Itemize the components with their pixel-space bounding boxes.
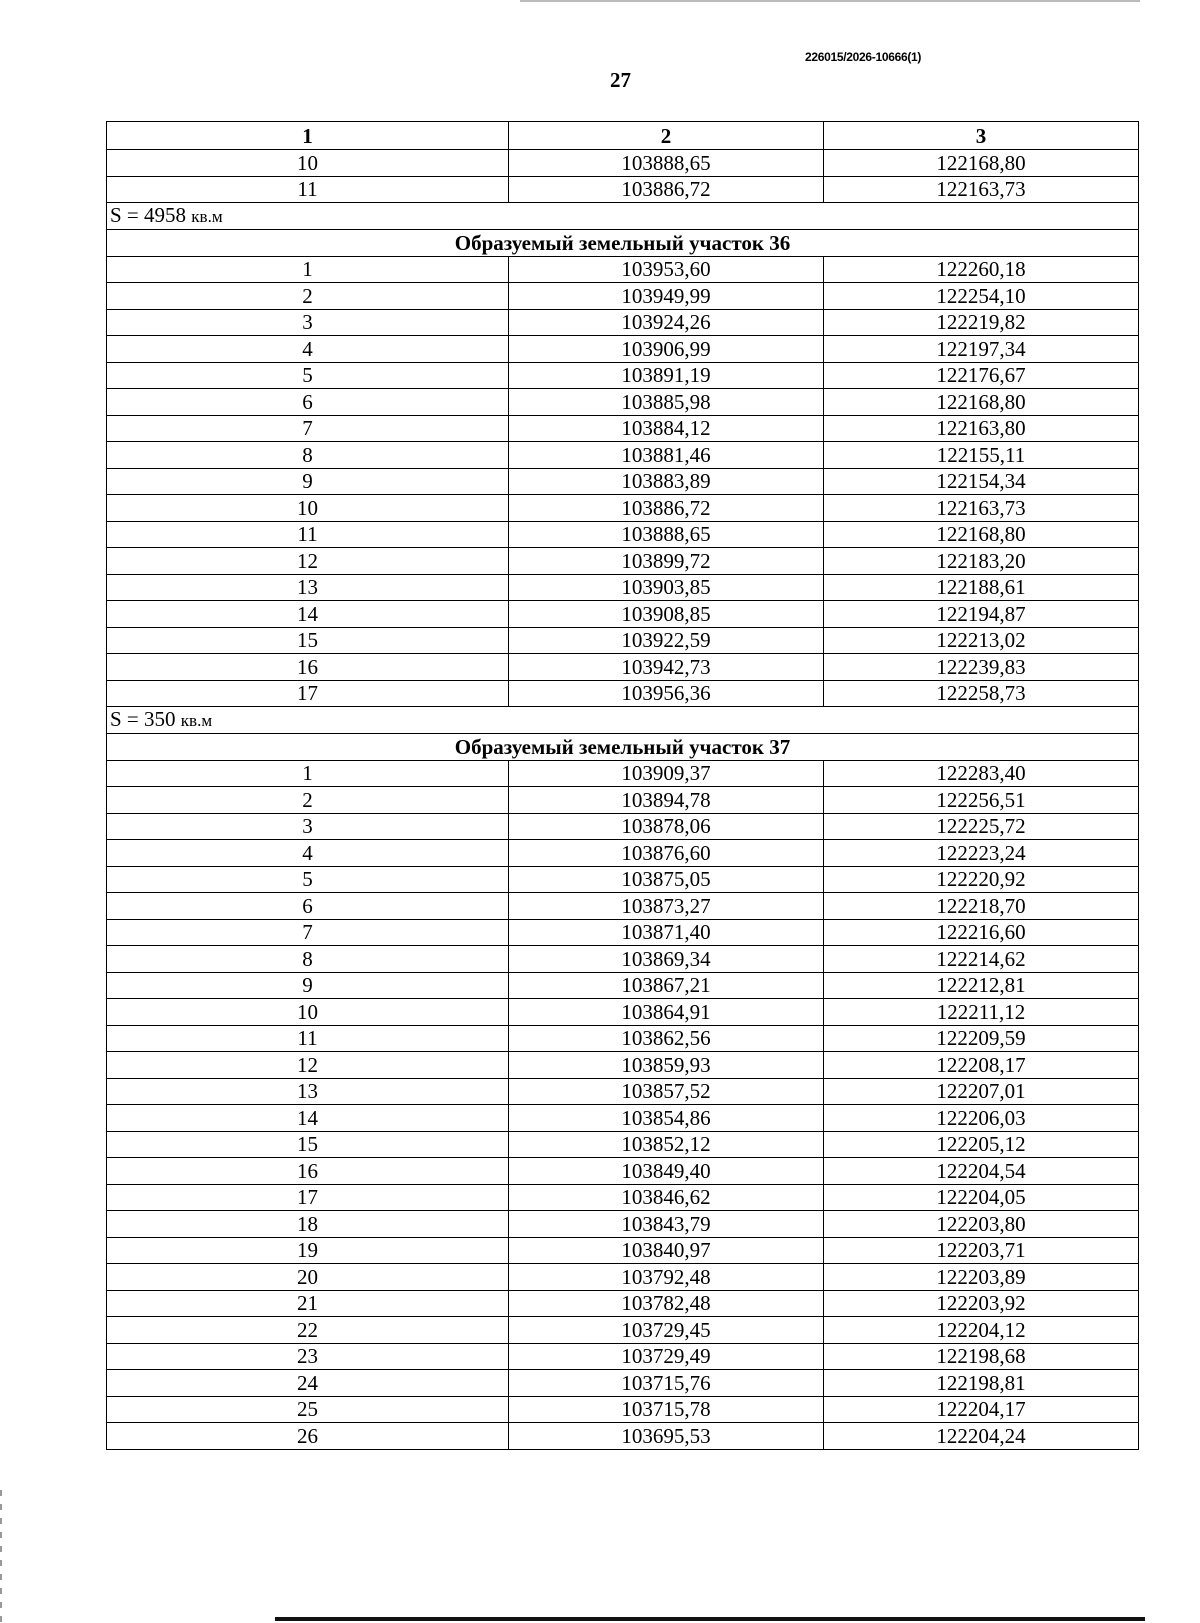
point-number: 13: [107, 574, 509, 601]
section-header-row: [107, 734, 1139, 761]
coordinate-x: 103876,60: [509, 840, 824, 867]
coordinate-x: 103903,85: [509, 574, 824, 601]
column-header: 2: [509, 122, 824, 150]
point-number: 8: [107, 946, 509, 973]
point-number: 23: [107, 1343, 509, 1370]
coordinate-x: 103846,62: [509, 1184, 824, 1211]
coordinate-x: 103881,46: [509, 442, 824, 469]
coordinate-x: 103899,72: [509, 548, 824, 575]
column-header: 1: [107, 122, 509, 150]
table-row: [107, 336, 1139, 363]
table-header-row: [107, 122, 1139, 150]
coordinate-y: 122198,81: [824, 1370, 1139, 1397]
page-number: 27: [610, 68, 631, 92]
coordinate-y: 122204,24: [824, 1423, 1139, 1450]
table-row: [107, 150, 1139, 177]
table-row: [107, 999, 1139, 1026]
table-row: [107, 1158, 1139, 1185]
coordinate-y: 122225,72: [824, 813, 1139, 840]
table-row: [107, 362, 1139, 389]
coordinate-y: 122219,82: [824, 309, 1139, 336]
table-row: [107, 1211, 1139, 1238]
table-row: [107, 1317, 1139, 1344]
coordinates-table: [106, 121, 1139, 1450]
coordinates-table-body: [107, 122, 1139, 1450]
point-number: 9: [107, 468, 509, 495]
table-row: [107, 787, 1139, 814]
coordinate-y: 122203,80: [824, 1211, 1139, 1238]
section-header-row: [107, 230, 1139, 257]
coordinate-x: 103869,34: [509, 946, 824, 973]
point-number: 3: [107, 309, 509, 336]
point-number: 14: [107, 1105, 509, 1132]
document-id: 226015/2026-10666(1): [805, 50, 922, 64]
coordinate-y: 122209,59: [824, 1025, 1139, 1052]
coordinate-y: 122260,18: [824, 256, 1139, 283]
point-number: 17: [107, 680, 509, 707]
point-number: 6: [107, 893, 509, 920]
table-row: [107, 919, 1139, 946]
table-row: [107, 1105, 1139, 1132]
point-number: 12: [107, 1052, 509, 1079]
coordinate-y: 122163,80: [824, 415, 1139, 442]
coordinate-x: 103949,99: [509, 283, 824, 310]
coordinate-y: 122204,12: [824, 1317, 1139, 1344]
coordinate-x: 103862,56: [509, 1025, 824, 1052]
point-number: 10: [107, 495, 509, 522]
coordinate-x: 103894,78: [509, 787, 824, 814]
coordinate-y: 122283,40: [824, 760, 1139, 787]
area-row: [107, 203, 1139, 230]
coordinate-x: 103878,06: [509, 813, 824, 840]
point-number: 7: [107, 919, 509, 946]
table-row: [107, 495, 1139, 522]
coordinate-y: 122223,24: [824, 840, 1139, 867]
table-row: [107, 601, 1139, 628]
coordinate-x: 103873,27: [509, 893, 824, 920]
column-header: 3: [824, 122, 1139, 150]
coordinate-x: 103864,91: [509, 999, 824, 1026]
coordinate-y: 122163,73: [824, 176, 1139, 203]
point-number: 2: [107, 283, 509, 310]
area-unit: кв.м: [180, 711, 213, 730]
point-number: 24: [107, 1370, 509, 1397]
coordinate-x: 103953,60: [509, 256, 824, 283]
coordinate-y: 122203,89: [824, 1264, 1139, 1291]
point-number: 3: [107, 813, 509, 840]
area-row: [107, 707, 1139, 734]
table-row: [107, 946, 1139, 973]
table-row: [107, 1184, 1139, 1211]
table-row: [107, 283, 1139, 310]
coordinate-y: 122204,17: [824, 1396, 1139, 1423]
point-number: 17: [107, 1184, 509, 1211]
point-number: 1: [107, 256, 509, 283]
coordinate-y: 122206,03: [824, 1105, 1139, 1132]
coordinate-y: 122168,80: [824, 389, 1139, 416]
coordinate-x: 103849,40: [509, 1158, 824, 1185]
table-row: [107, 1370, 1139, 1397]
table-row: [107, 813, 1139, 840]
coordinate-x: 103884,12: [509, 415, 824, 442]
coordinate-y: 122203,71: [824, 1237, 1139, 1264]
coordinate-y: 122207,01: [824, 1078, 1139, 1105]
table-row: [107, 680, 1139, 707]
point-number: 5: [107, 362, 509, 389]
coordinate-x: 103729,49: [509, 1343, 824, 1370]
point-number: 11: [107, 176, 509, 203]
point-number: 9: [107, 972, 509, 999]
coordinate-x: 103883,89: [509, 468, 824, 495]
point-number: 18: [107, 1211, 509, 1238]
area-unit: кв.м: [191, 207, 223, 226]
coordinate-y: 122212,81: [824, 972, 1139, 999]
table-row: [107, 309, 1139, 336]
scan-margin-marks: [0, 1490, 2, 1623]
coordinate-y: 122168,80: [824, 521, 1139, 548]
coordinate-x: 103792,48: [509, 1264, 824, 1291]
table-row: [107, 972, 1139, 999]
table-row: [107, 1237, 1139, 1264]
coordinate-y: 122218,70: [824, 893, 1139, 920]
coordinate-x: 103782,48: [509, 1290, 824, 1317]
point-number: 25: [107, 1396, 509, 1423]
coordinate-x: 103888,65: [509, 521, 824, 548]
coordinate-y: 122211,12: [824, 999, 1139, 1026]
table-row: [107, 866, 1139, 893]
coordinate-x: 103875,05: [509, 866, 824, 893]
coordinate-y: 122204,54: [824, 1158, 1139, 1185]
point-number: 2: [107, 787, 509, 814]
coordinate-x: 103886,72: [509, 176, 824, 203]
coordinate-y: 122188,61: [824, 574, 1139, 601]
point-number: 10: [107, 150, 509, 177]
coordinate-y: 122216,60: [824, 919, 1139, 946]
point-number: 15: [107, 627, 509, 654]
coordinate-x: 103922,59: [509, 627, 824, 654]
table-row: [107, 176, 1139, 203]
coordinate-x: 103906,99: [509, 336, 824, 363]
point-number: 15: [107, 1131, 509, 1158]
table-row: [107, 1052, 1139, 1079]
point-number: 13: [107, 1078, 509, 1105]
coordinate-x: 103715,78: [509, 1396, 824, 1423]
point-number: 22: [107, 1317, 509, 1344]
coordinate-x: 103891,19: [509, 362, 824, 389]
scan-edge-line: [520, 0, 1140, 2]
point-number: 10: [107, 999, 509, 1026]
coordinate-y: 122176,67: [824, 362, 1139, 389]
point-number: 4: [107, 336, 509, 363]
table-row: [107, 654, 1139, 681]
coordinate-y: 122204,05: [824, 1184, 1139, 1211]
coordinate-x: 103924,26: [509, 309, 824, 336]
point-number: 7: [107, 415, 509, 442]
coordinate-y: 122220,92: [824, 866, 1139, 893]
table-row: [107, 389, 1139, 416]
coordinate-y: 122194,87: [824, 601, 1139, 628]
point-number: 6: [107, 389, 509, 416]
table-row: [107, 1396, 1139, 1423]
table-row: [107, 442, 1139, 469]
table-row: [107, 1290, 1139, 1317]
table-row: [107, 521, 1139, 548]
coordinate-x: 103867,21: [509, 972, 824, 999]
table-row: [107, 627, 1139, 654]
table-row: [107, 256, 1139, 283]
coordinate-x: 103886,72: [509, 495, 824, 522]
coordinate-x: 103854,86: [509, 1105, 824, 1132]
point-number: 5: [107, 866, 509, 893]
coordinate-x: 103909,37: [509, 760, 824, 787]
table-row: [107, 415, 1139, 442]
area-cell: [107, 203, 1139, 230]
point-number: 8: [107, 442, 509, 469]
coordinate-x: 103695,53: [509, 1423, 824, 1450]
coordinate-y: 122208,17: [824, 1052, 1139, 1079]
point-number: 12: [107, 548, 509, 575]
coordinate-y: 122155,11: [824, 442, 1139, 469]
coordinate-y: 122203,92: [824, 1290, 1139, 1317]
table-row: [107, 548, 1139, 575]
point-number: 21: [107, 1290, 509, 1317]
coordinate-y: 122197,34: [824, 336, 1139, 363]
coordinate-x: 103852,12: [509, 1131, 824, 1158]
point-number: 14: [107, 601, 509, 628]
table-row: [107, 1131, 1139, 1158]
coordinate-x: 103729,45: [509, 1317, 824, 1344]
coordinate-y: 122256,51: [824, 787, 1139, 814]
coordinate-x: 103888,65: [509, 150, 824, 177]
area-value: S = 350: [110, 707, 181, 731]
coordinate-y: 122205,12: [824, 1131, 1139, 1158]
coordinate-y: 122258,73: [824, 680, 1139, 707]
point-number: 11: [107, 1025, 509, 1052]
table-row: [107, 1025, 1139, 1052]
coordinate-y: 122163,73: [824, 495, 1139, 522]
point-number: 16: [107, 654, 509, 681]
coordinate-x: 103956,36: [509, 680, 824, 707]
table-row: [107, 574, 1139, 601]
table-row: [107, 1343, 1139, 1370]
point-number: 16: [107, 1158, 509, 1185]
coordinate-x: 103885,98: [509, 389, 824, 416]
coordinate-x: 103715,76: [509, 1370, 824, 1397]
table-row: [107, 1423, 1139, 1450]
table-row: [107, 893, 1139, 920]
coordinate-y: 122213,02: [824, 627, 1139, 654]
coordinate-y: 122254,10: [824, 283, 1139, 310]
scan-bottom-line: [275, 1617, 1145, 1621]
point-number: 11: [107, 521, 509, 548]
section-title: Образуемый земельный участок 36: [107, 230, 1139, 257]
coordinate-x: 103857,52: [509, 1078, 824, 1105]
coordinate-x: 103908,85: [509, 601, 824, 628]
coordinate-x: 103840,97: [509, 1237, 824, 1264]
coordinate-y: 122168,80: [824, 150, 1139, 177]
coordinate-y: 122183,20: [824, 548, 1139, 575]
coordinate-y: 122154,34: [824, 468, 1139, 495]
table-row: [107, 1264, 1139, 1291]
table-row: [107, 760, 1139, 787]
table-row: [107, 840, 1139, 867]
coordinate-x: 103871,40: [509, 919, 824, 946]
point-number: 4: [107, 840, 509, 867]
coordinate-x: 103859,93: [509, 1052, 824, 1079]
section-title: Образуемый земельный участок 37: [107, 734, 1139, 761]
area-value: S = 4958: [110, 203, 192, 227]
coordinate-y: 122239,83: [824, 654, 1139, 681]
coordinate-y: 122214,62: [824, 946, 1139, 973]
point-number: 19: [107, 1237, 509, 1264]
coordinate-x: 103843,79: [509, 1211, 824, 1238]
table-row: [107, 468, 1139, 495]
coordinate-y: 122198,68: [824, 1343, 1139, 1370]
point-number: 1: [107, 760, 509, 787]
point-number: 26: [107, 1423, 509, 1450]
coordinate-x: 103942,73: [509, 654, 824, 681]
point-number: 20: [107, 1264, 509, 1291]
table-row: [107, 1078, 1139, 1105]
area-cell: [107, 707, 1139, 734]
